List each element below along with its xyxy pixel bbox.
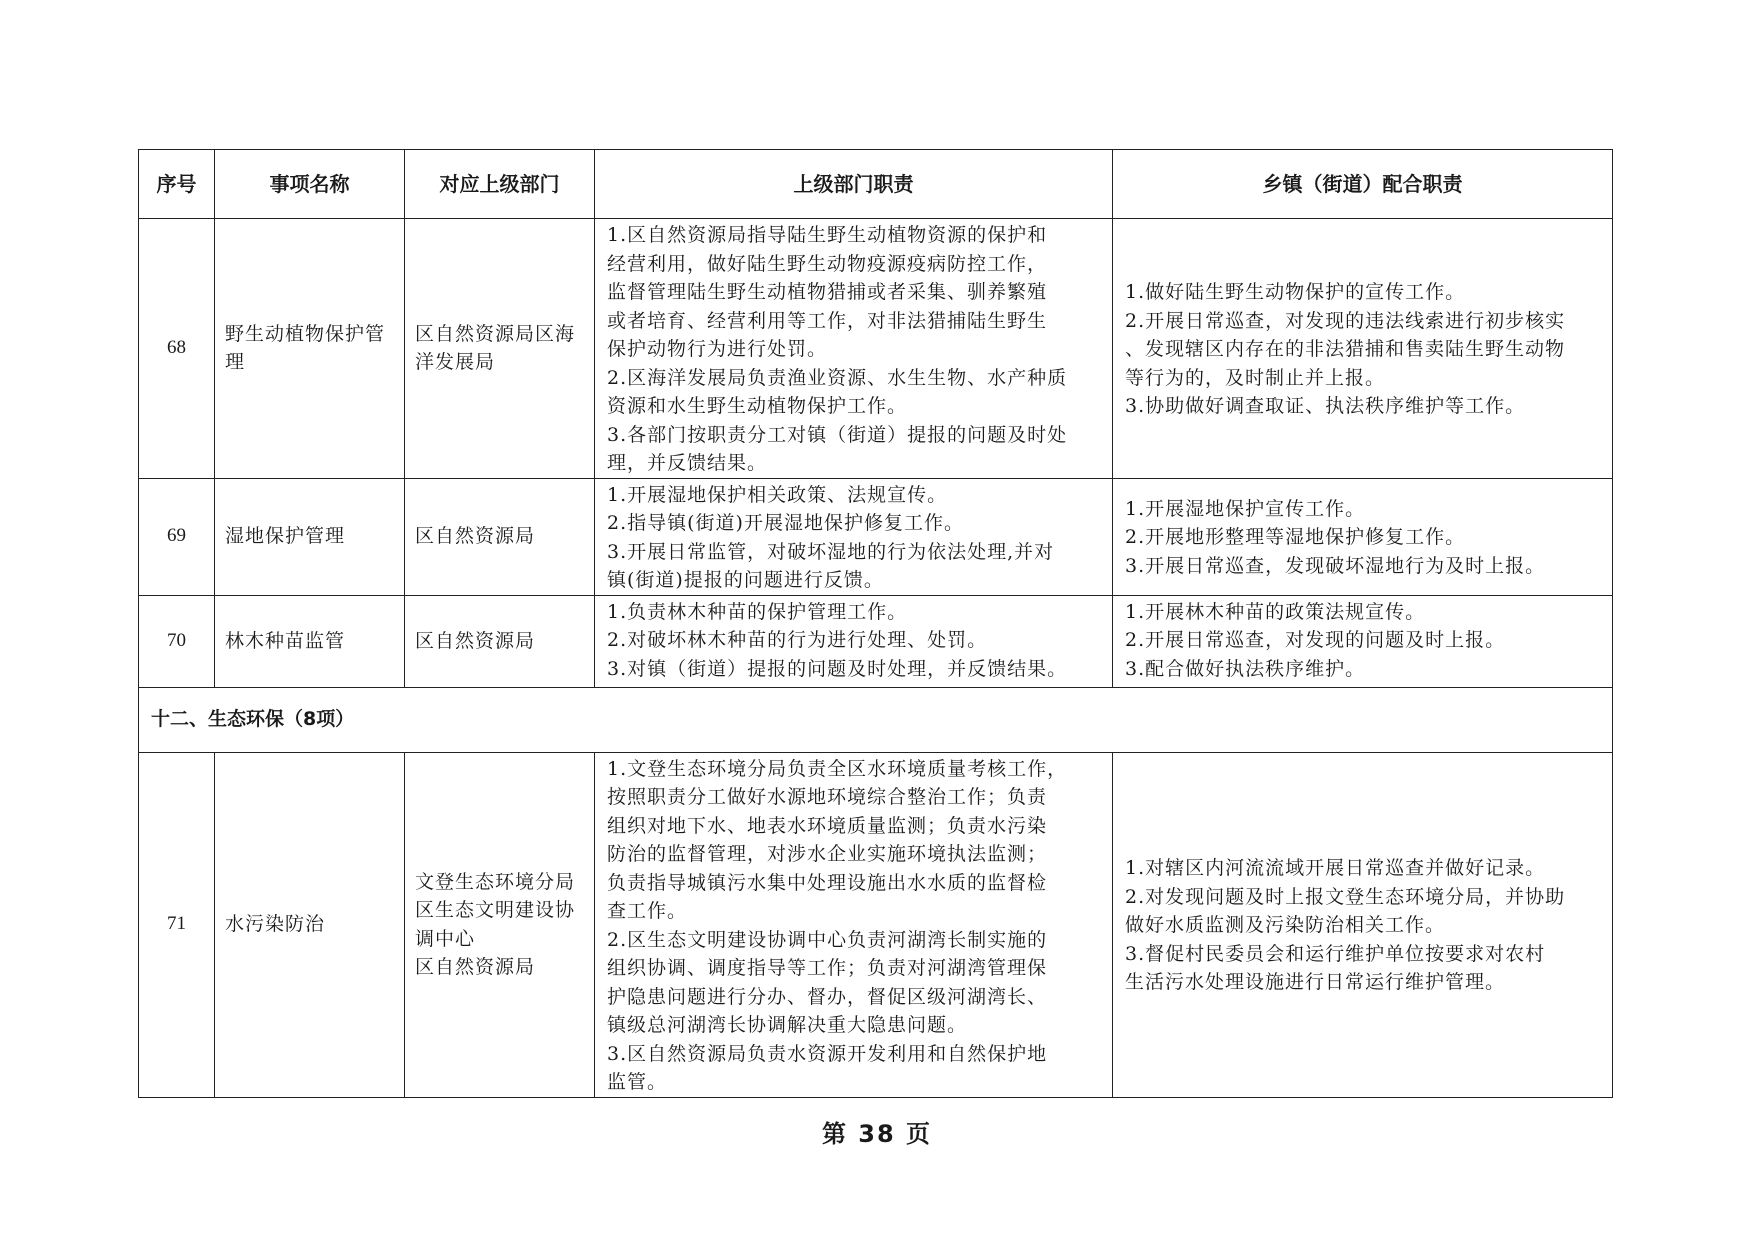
row-number: 71 [139,752,215,1097]
duty-line: 按照职责分工做好水源地环境综合整治工作；负责 [607,786,1048,808]
duty-line: 2.对发现问题及时上报文登生态环境分局，并协助 [1125,885,1566,908]
duty-table [138,149,1613,1098]
duty-line: 资源和水生野生动植物保护工作。 [607,395,908,417]
duty-line: 2.区海洋发展局负责渔业资源、水生生物、水产种质 [607,366,1068,389]
header-town-duties: 乡镇（街道）配合职责 [1113,150,1613,219]
duty-line: 1.开展湿地保护宣传工作。 [1125,497,1366,520]
duty-line: 监督管理陆生野生动植物猎捕或者采集、驯养繁殖 [607,281,1048,303]
duty-line: 2.开展日常巡查，对发现的问题及时上报。 [1125,629,1506,651]
item-name: 湿地保护管理 [215,478,405,595]
table-row [139,595,1613,687]
department [405,595,595,687]
duty-line: 2.开展日常巡查，对发现的违法线索进行初步核实 [1125,309,1566,332]
duty-line: 2.区生态文明建设协调中心负责河湖湾长制实施的 [607,928,1048,951]
header-item-name: 事项名称 [215,150,405,219]
upper-duties [595,595,1113,687]
duty-line: 3.协助做好调查取证、执法秩序维护等工作。 [1125,395,1526,417]
duty-line: 2.指导镇(街道)开展湿地保护修复工作。 [607,512,964,534]
row-number: 70 [139,595,215,687]
department [405,219,595,479]
table-row [139,478,1613,595]
duty-line: 保护动物行为进行处罚。 [607,338,828,360]
duty-line: 理，并反馈结果。 [607,452,768,474]
duty-line: 或者培育、经营利用等工作，对非法猎捕陆生野生 [607,309,1048,332]
duty-line: 1.文登生态环境分局负责全区水环境质量考核工作， [607,757,1068,780]
town-duties [1113,752,1613,1097]
duty-line: 查工作。 [607,900,688,922]
duty-line: 等行为的，及时制止并上报。 [1125,366,1386,389]
duty-line: 护隐患问题进行分办、督办，督促区级河湖湾长、 [607,985,1048,1008]
duty-line: 做好水质监测及污染防治相关工作。 [1125,914,1446,937]
town-duties [1113,219,1613,479]
duty-line: 1.区自然资源局指导陆生野生动植物资源的保护和 [607,224,1048,246]
table-header-row [139,150,1613,219]
department-line: 区自然资源局 [415,956,536,978]
duty-line: 经营利用，做好陆生野生动物疫源疫病防控工作， [607,252,1048,275]
upper-duties [595,478,1113,595]
duty-line: 1.做好陆生野生动物保护的宣传工作。 [1125,281,1466,303]
department-line: 区自然资源局 [415,629,536,652]
header-upper-department: 对应上级部门 [405,150,595,219]
duty-line: 1.负责林木种苗的保护管理工作。 [607,600,908,623]
department-line: 区自然资源局 [415,525,536,548]
header-number: 序号 [139,150,215,219]
duty-line: 3.开展日常监管，对破坏湿地的行为依法处理,并对 [607,540,1055,563]
duty-line: 2.开展地形整理等湿地保护修复工作。 [1125,526,1466,549]
duty-line: 3.开展日常巡查，发现破坏湿地行为及时上报。 [1125,554,1546,577]
duty-line: 镇(街道)提报的问题进行反馈。 [607,569,884,591]
duty-line: 负责指导城镇污水集中处理设施出水水质的监督检 [607,871,1048,894]
row-number: 68 [139,219,215,479]
duty-line: 1.开展湿地保护相关政策、法规宣传。 [607,483,948,506]
duty-line: 监管。 [607,1071,668,1093]
upper-duties [595,219,1113,479]
upper-duties [595,752,1113,1097]
duty-line: 生活污水处理设施进行日常运行维护管理。 [1125,971,1506,994]
item-name: 水污染防治 [215,752,405,1097]
duty-line: 3.配合做好执法秩序维护。 [1125,657,1366,680]
table-row [139,752,1613,1097]
duty-line: 组织协调、调度指导等工作；负责对河湖湾管理保 [607,957,1048,979]
table-row [139,219,1613,479]
duty-line: 3.各部门按职责分工对镇（街道）提报的问题及时处 [607,423,1068,446]
duty-line: 1.对辖区内河流流域开展日常巡查并做好记录。 [1125,857,1546,880]
duty-line: 2.对破坏林木种苗的行为进行处理、处罚。 [607,629,988,651]
department [405,478,595,595]
item-name: 林木种苗监管 [215,595,405,687]
department [405,752,595,1097]
duty-line: 1.开展林木种苗的政策法规宣传。 [1125,600,1426,623]
section-row [139,687,1613,752]
duty-line: 3.督促村民委员会和运行维护单位按要求对农村 [1125,942,1546,965]
duty-line: 3.区自然资源局负责水资源开发利用和自然保护地 [607,1042,1048,1065]
duty-line: 镇级总河湖湾长协调解决重大隐患问题。 [607,1014,968,1036]
duty-line: 组织对地下水、地表水环境质量监测；负责水污染 [607,814,1048,837]
duty-line: 3.对镇（街道）提报的问题及时处理，并反馈结果。 [607,657,1068,680]
duty-line: 防治的监督管理，对涉水企业实施环境执法监测； [607,843,1048,865]
page-number: 第 38 页 [821,1120,933,1148]
duty-line: 、发现辖区内存在的非法猎捕和售卖陆生野生动物 [1125,338,1566,360]
town-duties [1113,478,1613,595]
department-line: 文登生态环境分局 [415,870,576,893]
department-line: 区生态文明建设协调中心 [415,899,576,950]
section-title: 十二、生态环保（8项） [139,687,1613,752]
item-name: 野生动植物保护管理 [215,219,405,479]
town-duties [1113,595,1613,687]
department-line: 区自然资源局区海洋发展局 [415,322,576,374]
header-upper-duties: 上级部门职责 [595,150,1113,219]
row-number: 69 [139,478,215,595]
